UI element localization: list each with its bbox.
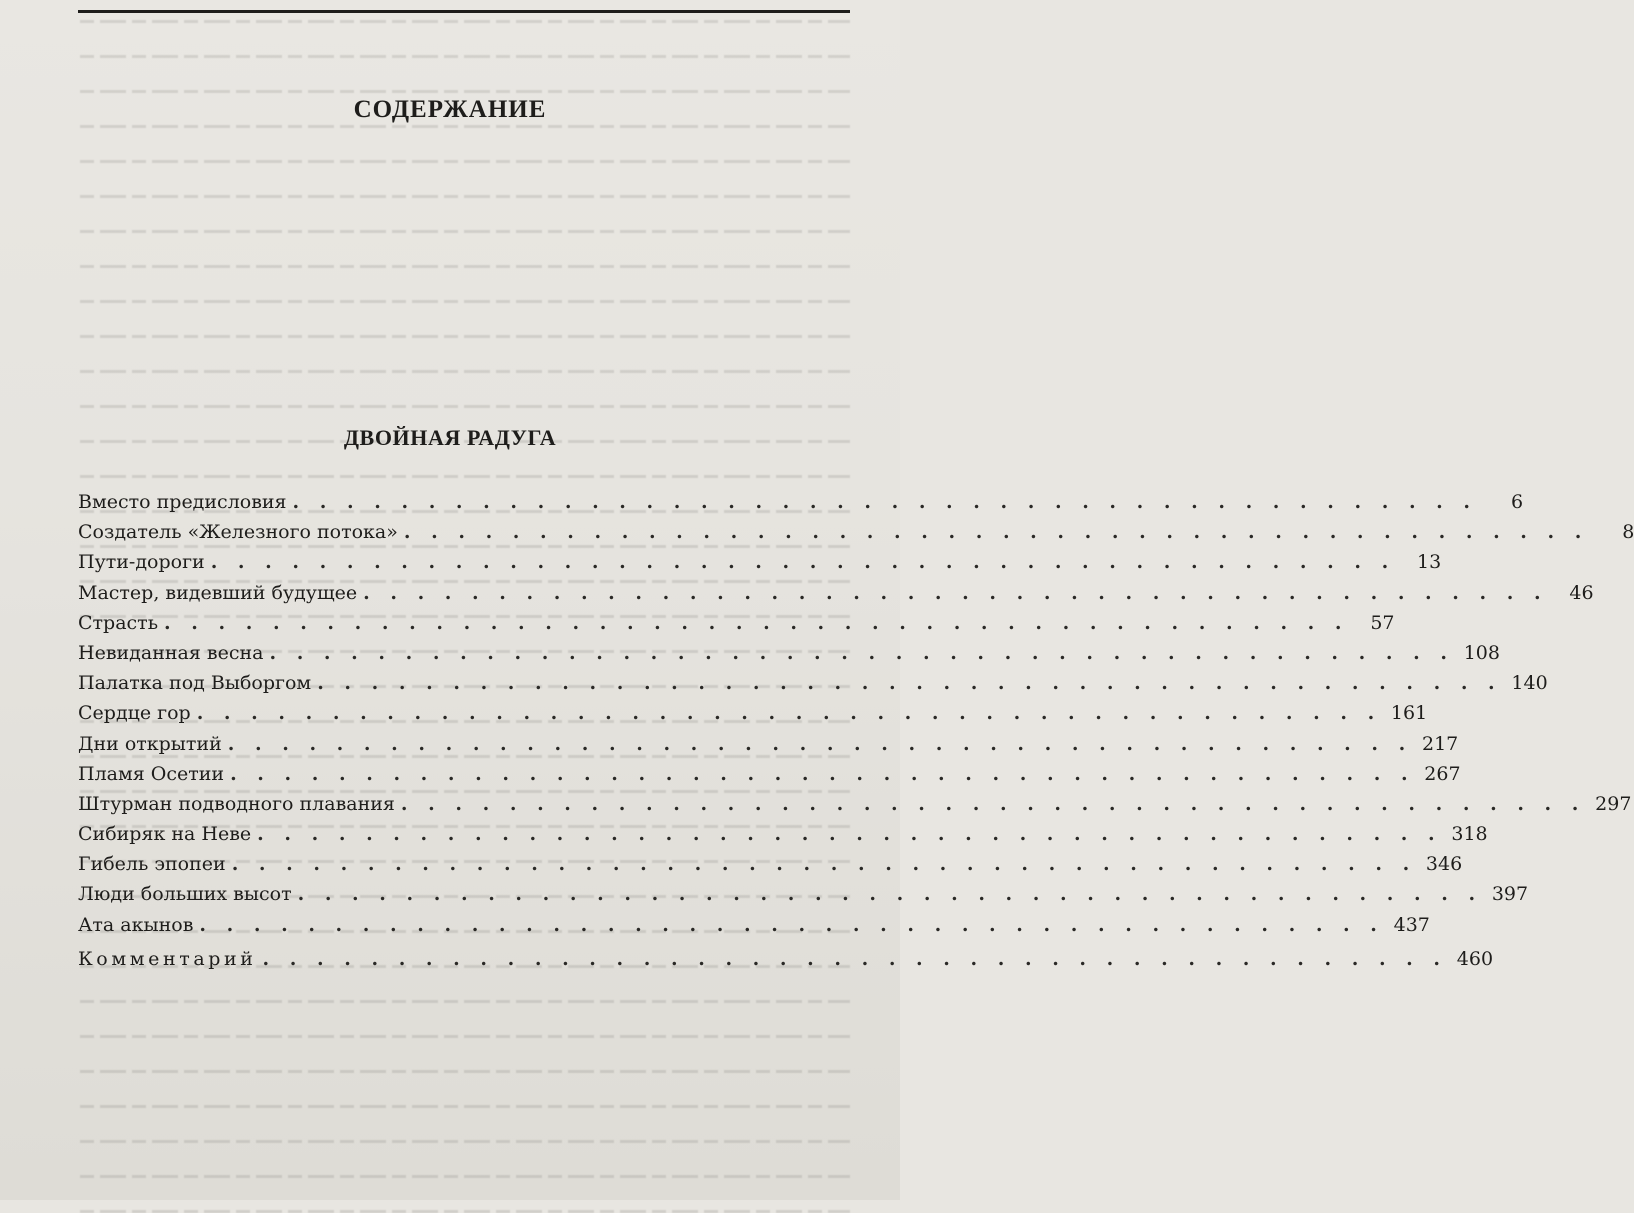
- toc-entry-page: 46: [1569, 581, 1594, 604]
- toc-entry-page: 267: [1424, 762, 1461, 785]
- toc-entry-title: Вместо предисловия: [78, 491, 287, 513]
- toc-entry-title: Пути-дороги: [78, 551, 205, 574]
- toc-leader-dots: . . . . . . . . . . . . . . . . . . . . . . . . . . . . . . . . . . . . . . . . . . . .: [164, 611, 1349, 634]
- toc-leader-dots: . . . . . . . . . . . . . . . . . . . . . . . . . . . . . . . . . . . . . . . . . . . .: [230, 762, 1415, 785]
- toc-entry-title: Создатель «Железного потока»: [78, 521, 398, 544]
- toc-leader-dots: . . . . . . . . . . . . . . . . . . . . . . . . . . . . . . . . . . . . . . . . . . . .: [210, 551, 1396, 574]
- contents-heading: СОДЕРЖАНИЕ: [353, 96, 547, 123]
- toc-entry-page: 13: [1417, 551, 1442, 574]
- toc-entry-title: Мастер, видевший будущее: [78, 581, 358, 604]
- toc-entry-page: 140: [1511, 672, 1548, 695]
- toc-leader-dots: . . . . . . . . . . . . . . . . . . . . . . . . . . . . . . . . . . . . . . . . . . . .: [317, 672, 1502, 695]
- toc-entry-page: 217: [1421, 732, 1459, 755]
- toc-leader-dots: . . . . . . . . . . . . . . . . . . . . . . . . . . . . . . . . . . . . . . . . . . . .: [363, 581, 1548, 604]
- toc-entry: [78, 638, 1500, 668]
- section-title: ДВОЙНАЯ РАДУГА: [343, 425, 557, 450]
- toc-entry-title: Палатка под Выборгом: [78, 672, 312, 695]
- toc-entry: [78, 789, 1632, 819]
- toc-entry: [78, 819, 1488, 849]
- toc-entry-title: Комментарий: [78, 947, 257, 970]
- toc-entry-title: Люди больших высот: [78, 883, 292, 906]
- toc-entry-title: Страсть: [78, 611, 159, 634]
- toc-leader-dots: . . . . . . . . . . . . . . . . . . . . . . . . . . . . . . . . . . . . . . . . . . . .: [292, 491, 1478, 513]
- toc-entry: [78, 759, 1461, 789]
- toc-entry-page: 161: [1390, 702, 1428, 725]
- toc-leader-dots: . . . . . . . . . . . . . . . . . . . . . . . . . . . . . . . . . . . . . . . . . . . .: [269, 641, 1454, 664]
- toc-leader-dots: . . . . . . . . . . . . . . . . . . . . . . . . . . . . . . . . . . . . . . . . . . . .: [400, 792, 1586, 815]
- toc-entry: [78, 879, 1529, 909]
- toc-entry-title: Пламя Осетии: [78, 762, 225, 785]
- toc-entry-commentary: [78, 944, 1494, 974]
- toc-leader-dots: . . . . . . . . . . . . . . . . . . . . . . . . . . . . . . . . . . . . . . . . . . . .: [297, 883, 1483, 906]
- toc-entry-title: Дни открытий: [78, 732, 222, 755]
- toc-leader-dots: . . . . . . . . . . . . . . . . . . . . . . . . . . . . . . . . . . . . . . . . . . . .: [227, 732, 1413, 755]
- toc-entry: [78, 547, 1442, 577]
- toc-entry: [78, 849, 1463, 879]
- toc-entry: [78, 668, 1548, 698]
- toc-leader-dots: . . . . . . . . . . . . . . . . . . . . . . . . . . . . . . . . . . . . . . . . . . . .: [262, 947, 1448, 970]
- table-of-contents: [78, 487, 1634, 974]
- toc-entry-title: Штурман подводного плавания: [78, 792, 395, 815]
- toc-entry-page: 6: [1510, 491, 1524, 513]
- toc-entry: [78, 578, 1594, 608]
- toc-leader-dots: . . . . . . . . . . . . . . . . . . . . . . . . . . . . . . . . . . . . . . . . . . . .: [196, 702, 1382, 725]
- toc-entry-title: Невиданная весна: [78, 641, 264, 664]
- toc-entry-page: 346: [1425, 853, 1463, 876]
- toc-entry-page: 108: [1463, 641, 1500, 664]
- toc-leader-dots: . . . . . . . . . . . . . . . . . . . . . . . . . . . . . . . . . . . . . . . . . . . .: [231, 853, 1417, 876]
- top-rule: [78, 0, 850, 13]
- toc-entry: [78, 698, 1428, 728]
- toc-leader-dots: . . . . . . . . . . . . . . . . . . . . . . . . . . . . . . . . . . . . . . . . . . . .: [403, 521, 1589, 544]
- toc-entry-page: 297: [1595, 792, 1632, 815]
- toc-entry: [78, 487, 1524, 517]
- toc-entry-page: 8: [1622, 521, 1634, 544]
- toc-entry-title: Гибель эпопеи: [78, 853, 226, 876]
- toc-entry-page: 397: [1491, 883, 1529, 906]
- toc-entry-title: Сердце гор: [78, 702, 191, 725]
- toc-leader-dots: . . . . . . . . . . . . . . . . . . . . . . . . . . . . . . . . . . . . . . . . . . . .: [257, 823, 1442, 846]
- toc-entry: [78, 729, 1459, 759]
- toc-entry-title: Ата акынов: [78, 913, 194, 936]
- toc-entry-page: 318: [1451, 823, 1488, 846]
- toc-leader-dots: . . . . . . . . . . . . . . . . . . . . . . . . . . . . . . . . . . . . . . . . . . . .: [199, 913, 1384, 936]
- toc-entry: [78, 608, 1395, 638]
- toc-entry-page: 437: [1393, 913, 1430, 936]
- toc-entry-page: 57: [1370, 611, 1395, 634]
- toc-entry-title: Сибиряк на Неве: [78, 823, 252, 846]
- toc-entry: [78, 517, 1634, 547]
- toc-entry-page: 460: [1456, 947, 1494, 970]
- toc-entry: [78, 910, 1430, 940]
